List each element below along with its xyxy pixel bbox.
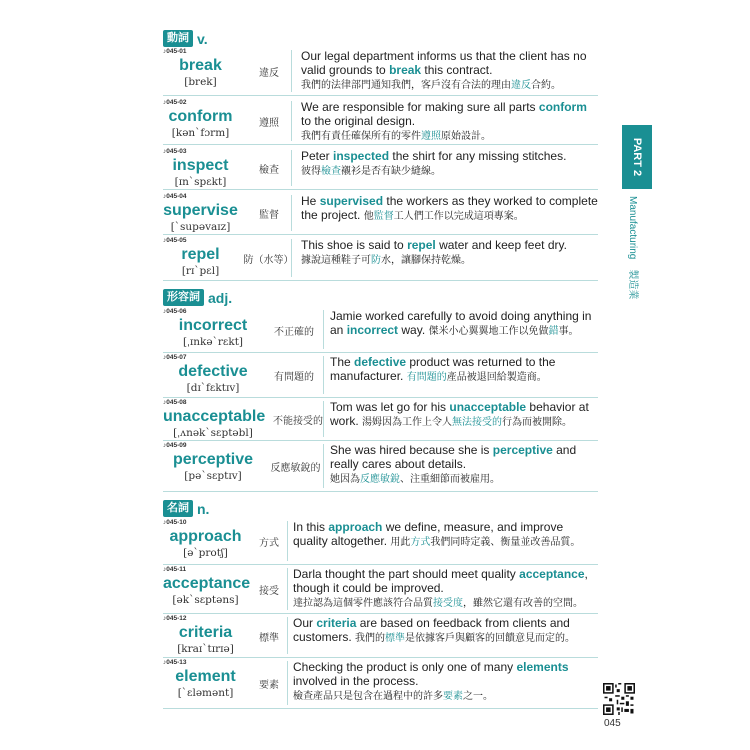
divider (323, 310, 324, 349)
vocab-word: break (179, 57, 222, 74)
track-number: ♪045-13 (163, 659, 187, 666)
vocab-entry (163, 47, 598, 96)
track-number: ♪045-03 (163, 148, 187, 155)
vocab-word: incorrect (178, 317, 248, 334)
vocab-word: unacceptable (163, 408, 266, 425)
section-header-adjective (163, 289, 232, 306)
meaning-zh: 反應敏銳的 (270, 463, 321, 474)
vocab-entry (163, 614, 598, 658)
vocab-word: acceptance (163, 575, 251, 592)
track-number: ♪045-09 (163, 442, 187, 449)
vocab-word: perceptive (172, 451, 254, 468)
meaning-zh: 不正確的 (274, 326, 314, 338)
phonetic: [`supəvaɪz] (170, 221, 231, 233)
divider (323, 356, 324, 394)
track-number: ♪045-05 (163, 237, 187, 244)
vocab-word: approach (169, 528, 242, 545)
translation-zh: 據說這種鞋子可防水，讓腳保持乾燥。 (301, 255, 471, 266)
example-sentence: Darla thought the part should meet quality acceptance, though it could be improved. 達拉認為這個零件應該符合品質接受度，雖然它還有改善的空間。 (293, 567, 588, 609)
meaning-zh: 標準 (259, 632, 279, 644)
meaning-zh: 違反 (259, 68, 279, 79)
vocab-word: conform (168, 108, 233, 125)
track-number: ♪045-04 (163, 193, 187, 200)
vocab-entry (163, 398, 598, 441)
divider (287, 521, 288, 561)
phonetic: [ək`sɛptəns] (172, 594, 239, 606)
part-tab (622, 125, 652, 189)
section-header-noun (163, 500, 209, 517)
vocab-entry (163, 353, 598, 398)
meaning-zh: 檢查 (259, 165, 279, 176)
translation-zh: 我們的標準是依據客戶與顧客的回饋意見而定的。 (355, 633, 576, 644)
section-pos: adj. (208, 289, 233, 306)
vocab-entry (163, 147, 598, 190)
meaning-zh: 要素 (259, 680, 279, 691)
vocab-word: repel (181, 246, 220, 263)
qr-code-icon (603, 683, 635, 715)
example-sentence: Jamie worked carefully to avoid doing anything in an incorrect way. 傑米小心翼翼地工作以免做錯事。 (330, 309, 592, 337)
translation-zh: 彼得檢查襯衫是否有缺少縫線。 (301, 166, 441, 177)
meaning-zh: 監督 (259, 210, 279, 221)
example-sentence: He supervised the workers as they worked to complete the project. 他監督工人們工作以完成這項專案。 (301, 194, 598, 222)
section-tag: 動詞 (163, 30, 193, 47)
vocab-word: inspect (172, 157, 229, 174)
meaning-zh: 不能接受的 (273, 416, 323, 427)
track-number: ♪045-01 (163, 48, 187, 55)
divider (287, 568, 288, 610)
phonetic: [`ɛləmənt] (177, 687, 234, 699)
vocab-word: criteria (178, 624, 233, 641)
vocab-entry (163, 236, 598, 281)
track-number: ♪045-06 (163, 308, 187, 315)
vocab-entry (163, 518, 598, 565)
divider (323, 444, 324, 488)
divider (291, 50, 292, 92)
translation-zh: 她因為反應敏銳、注重細節而被雇用。 (330, 474, 500, 485)
translation-zh: 用此方式我們同時定義、衡量並改善品質。 (390, 537, 581, 548)
example-sentence: Tom was let go for his unacceptable behavior at work. 湯姆因為工作上令人無法接受的行為而被開除。 (330, 400, 589, 428)
phonetic: [ɪn`spɛkt] (174, 176, 227, 188)
section-pos: n. (197, 500, 210, 517)
divider (291, 101, 292, 141)
section-tag: 名詞 (163, 500, 193, 517)
phonetic: [kraɪ`tɪrɪə] (177, 643, 234, 655)
meaning-zh: 防（水等） (243, 255, 294, 266)
meaning-zh: 接受 (259, 586, 279, 597)
divider (291, 195, 292, 231)
chapter-label-text: Manufacturing 製造業 (627, 196, 638, 300)
divider (291, 150, 292, 186)
translation-zh: 我們有責任確保所有的零件遵照原始設計。 (301, 131, 491, 142)
meaning-zh: 方式 (259, 538, 279, 549)
vocab-entry (163, 192, 598, 235)
example-sentence: Our criteria are based on feedback from clients and customers. 我們的標準是依據客戶與顧客的回饋意見而定的。 (293, 616, 576, 644)
meaning-zh: 有問題的 (274, 372, 314, 383)
phonetic: [ə`protʃ] (183, 547, 228, 559)
phonetic: [brek] (184, 76, 217, 88)
phonetic: [rɪ`pɛl] (181, 265, 220, 277)
vocab-word: defective (178, 363, 248, 380)
vocab-entry (163, 658, 598, 709)
vocab-word: element (175, 668, 236, 685)
translation-zh: 我們的法律部門通知我們，客戶沒有合法的理由違反合約。 (301, 80, 561, 91)
track-number: ♪045-02 (163, 99, 187, 106)
vocab-entry (163, 565, 598, 614)
example-sentence: Our legal department informs us that the client has no valid grounds to break this contract. 我們的法律部門通知我們，客戶沒有合法的理由違反合約。 (301, 49, 587, 91)
phonetic: [ˌʌnək`sɛptəbl] (173, 427, 253, 439)
track-number: ♪045-07 (163, 354, 187, 361)
vocab-word: supervise (163, 202, 238, 219)
example-sentence: The defective product was returned to the manufacturer. 有問題的產品被退回給製造商。 (330, 355, 556, 383)
translation-zh: 傑米小心翼翼地工作以免做錯事。 (428, 326, 579, 337)
example-sentence: We are responsible for making sure all parts conform to the original design. 我們有責任確保所有的零件遵照原始設計。 (301, 100, 587, 142)
phonetic: [ˌɪnkə`rɛkt] (182, 336, 244, 348)
example-sentence: In this approach we define, measure, and improve quality altogether. 用此方式我們同時定義、衡量並改善品質。 (293, 520, 581, 548)
phonetic: [dɪ`fɛktɪv] (186, 382, 240, 394)
divider (287, 661, 288, 705)
chapter-label (627, 196, 644, 306)
divider (291, 239, 292, 277)
track-number: ♪045-10 (163, 519, 187, 526)
translation-zh: 達拉認為這個零件應該符合品質接受度，雖然它還有改善的空間。 (293, 598, 583, 609)
section-header-verb (163, 30, 208, 47)
divider (287, 617, 288, 654)
section-tag: 形容詞 (163, 289, 204, 306)
vocab-entry (163, 307, 598, 353)
vocab-entry (163, 98, 598, 145)
vocab-entry (163, 441, 598, 492)
phonetic: [kən`fɔrm] (171, 127, 230, 139)
translation-zh: 湯姆因為工作上令人無法接受的行為而被開除。 (362, 417, 573, 428)
example-sentence: This shoe is said to repel water and keep feet dry. 據說這種鞋子可防水，讓腳保持乾燥。 (301, 238, 567, 266)
divider (323, 401, 324, 437)
translation-zh: 有問題的產品被退回給製造商。 (406, 372, 547, 383)
part-label: PART 2 (631, 137, 643, 177)
phonetic: [pə`sɛptɪv] (184, 470, 242, 482)
section-pos: v. (197, 30, 208, 47)
example-sentence: She was hired because she is perceptive and really cares about details. 她因為反應敏銳、注重細節而被雇用。 (330, 443, 577, 485)
track-number: ♪045-12 (163, 615, 187, 622)
example-sentence: Checking the product is only one of many elements involved in the process. 檢查產品只是包含在過程中的許多要素之一。 (293, 660, 569, 702)
meaning-zh: 遵照 (259, 118, 279, 129)
example-sentence: Peter inspected the shirt for any missing stitches. 彼得檢查襯衫是否有缺少縫線。 (301, 149, 567, 177)
track-number: ♪045-11 (163, 566, 187, 573)
track-number: ♪045-08 (163, 399, 187, 406)
translation-zh: 他監督工人們工作以完成這項專案。 (363, 211, 524, 222)
page-number: 045 (604, 718, 621, 729)
translation-zh: 檢查產品只是包含在過程中的許多要素之一。 (293, 691, 493, 702)
